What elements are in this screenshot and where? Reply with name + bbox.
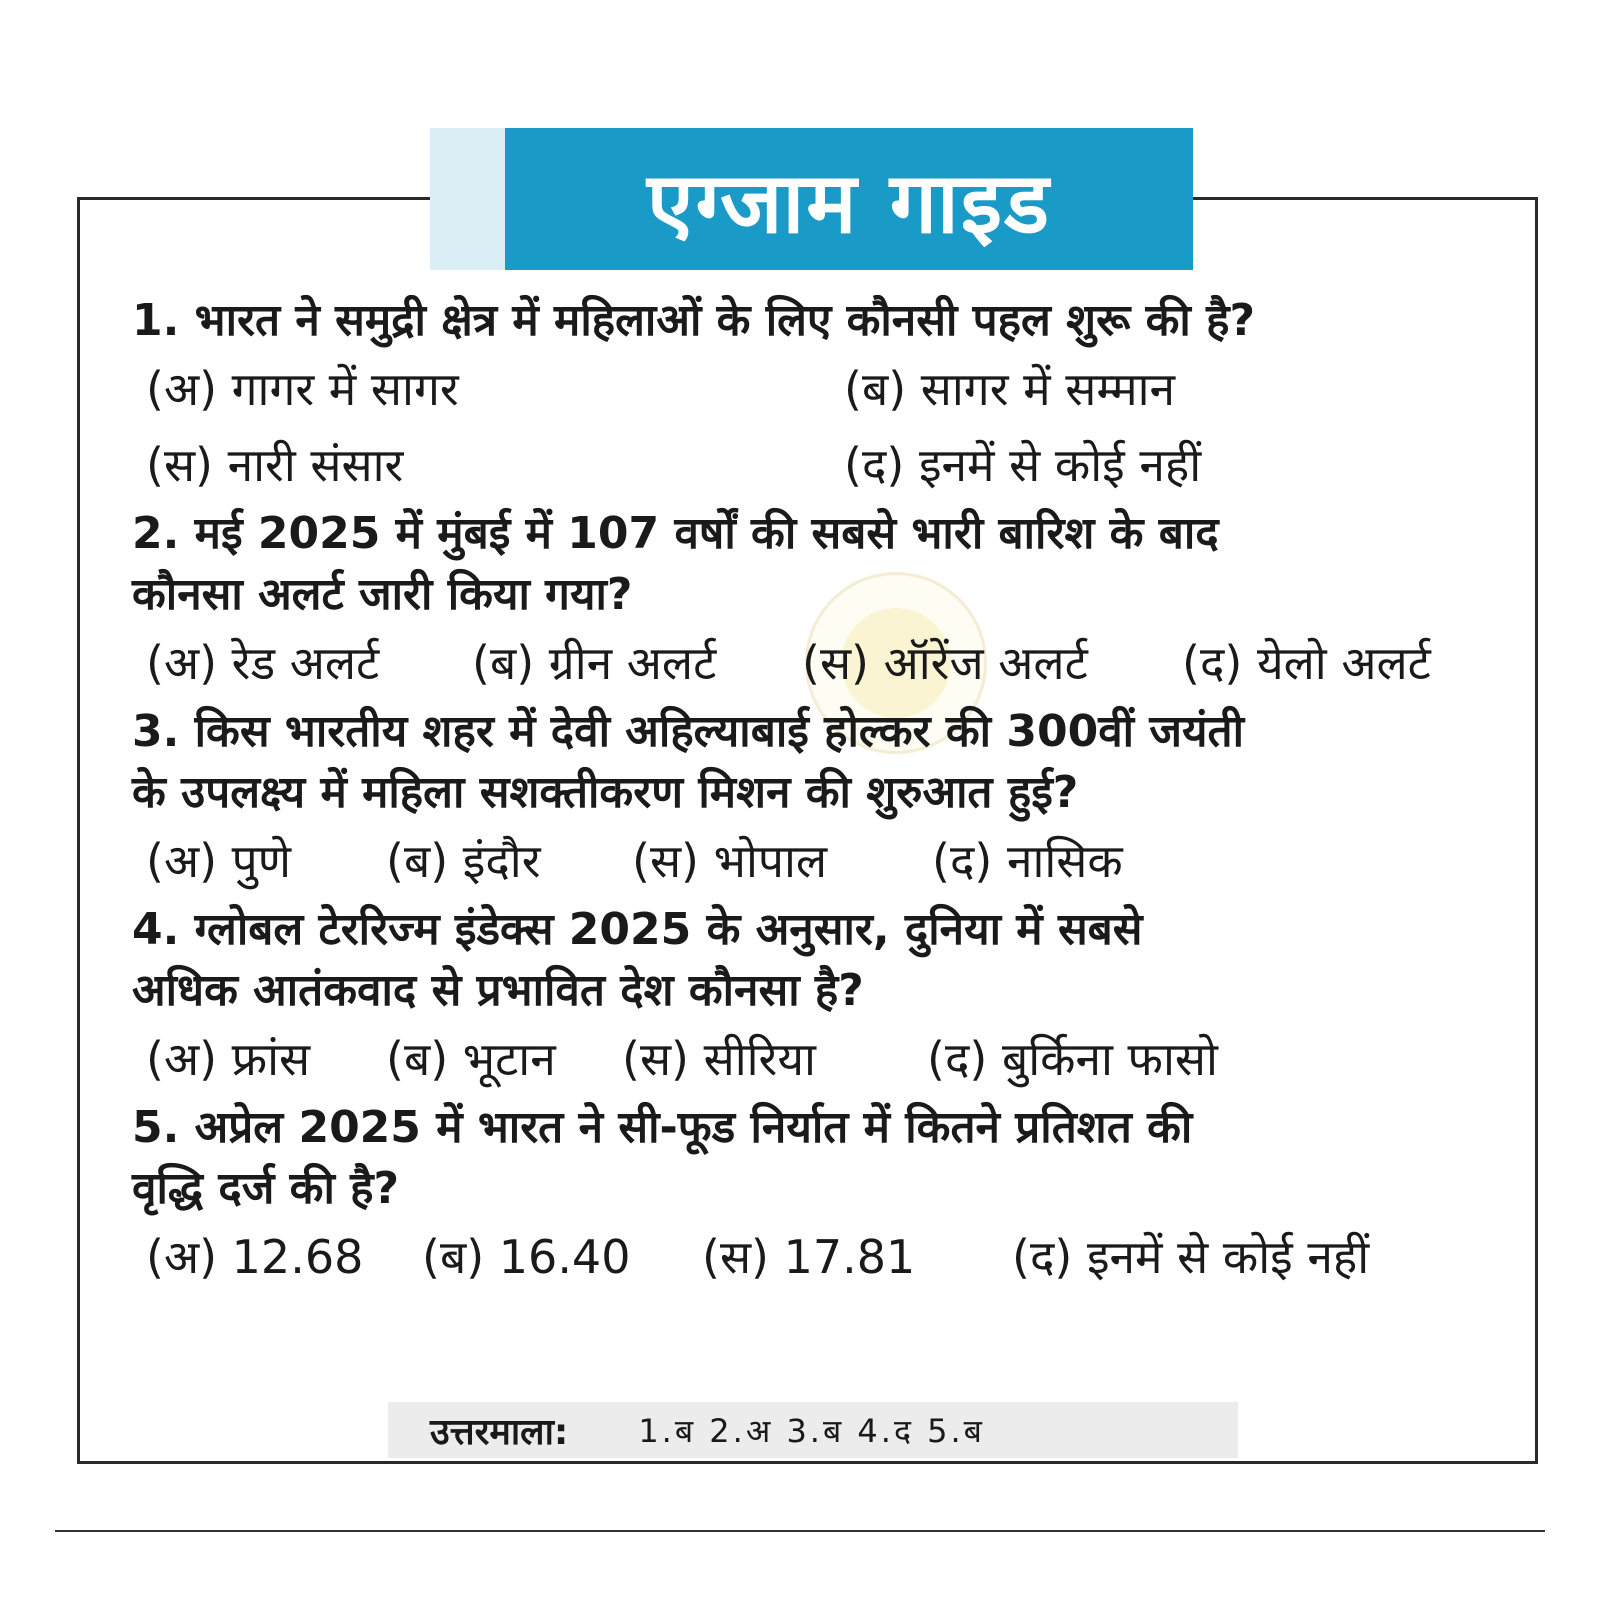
page-title: एग्जाम गाइड [647,153,1051,252]
option-c: (स) ऑरेंज अलर्ट [802,636,1088,690]
option-c: (स) नारी संसार [146,438,404,492]
option-a: (अ) पुणे [146,834,292,888]
bottom-rule [55,1530,1545,1532]
answer-key-sequence: 1.ब 2.अ 3.ब 4.द 5.ब [638,1411,985,1450]
question-text: वृद्धि दर्ज की है? [132,1163,400,1214]
options-row [132,1219,1512,1295]
options-row [132,625,1512,701]
header-banner [505,128,1193,270]
question-block [132,1097,1512,1295]
option-b: (ब) सागर में सम्मान [844,362,1176,416]
question-list [132,290,1512,1295]
question-text: 2. मई 2025 में मुंबई में 107 वर्षों की सबसे भारी बारिश के बाद [132,508,1219,559]
question-block [132,503,1512,701]
option-d: (द) बुर्किना फासो [927,1032,1218,1086]
answer-key-label: उत्तरमाला: [430,1411,569,1453]
option-d: (द) इनमें से कोई नहीं [1012,1230,1370,1284]
question-text: अधिक आतंकवाद से प्रभावित देश कौनसा है? [132,965,864,1016]
question-block [132,290,1512,503]
option-b: (ब) इंदौर [386,834,541,888]
option-a: (अ) गागर में सागर [146,362,459,416]
question-text: कौनसा अलर्ट जारी किया गया? [132,569,633,620]
option-a: (अ) रेड अलर्ट [146,636,380,690]
option-d: (द) नासिक [932,834,1123,888]
banner-accent [430,128,506,270]
question-text: 3. किस भारतीय शहर में देवी अहिल्याबाई होल्कर की 300वीं जयंती [132,706,1245,757]
question-text: के उपलक्ष्य में महिला सशक्तीकरण मिशन की शुरुआत हुई? [132,767,1079,818]
option-d: (द) इनमें से कोई नहीं [844,438,1202,492]
question-text: 1. भारत ने समुद्री क्षेत्र में महिलाओं के लिए कौनसी पहल शुरू की है? [132,295,1255,346]
option-a: (अ) फ्रांस [146,1032,311,1086]
option-d: (द) येलो अलर्ट [1182,636,1431,690]
options-row [132,351,1512,427]
question-text: 5. अप्रेल 2025 में भारत ने सी-फूड निर्यात में कितने प्रतिशत की [132,1102,1193,1153]
question-block [132,701,1512,899]
option-c: (स) 17.81 [702,1230,916,1284]
question-text: 4. ग्लोबल टेररिज्म इंडेक्स 2025 के अनुसार, दुनिया में सबसे [132,904,1143,955]
option-c: (स) भोपाल [632,834,828,888]
options-row [132,1021,1512,1097]
option-b: (ब) भूटान [386,1032,556,1086]
option-a: (अ) 12.68 [146,1230,364,1284]
answer-key [388,1402,1238,1458]
option-b: (ब) ग्रीन अलर्ट [472,636,717,690]
options-row [132,427,1512,503]
question-block [132,899,1512,1097]
options-row [132,823,1512,899]
option-c: (स) सीरिया [622,1032,816,1086]
option-b: (ब) 16.40 [422,1230,631,1284]
